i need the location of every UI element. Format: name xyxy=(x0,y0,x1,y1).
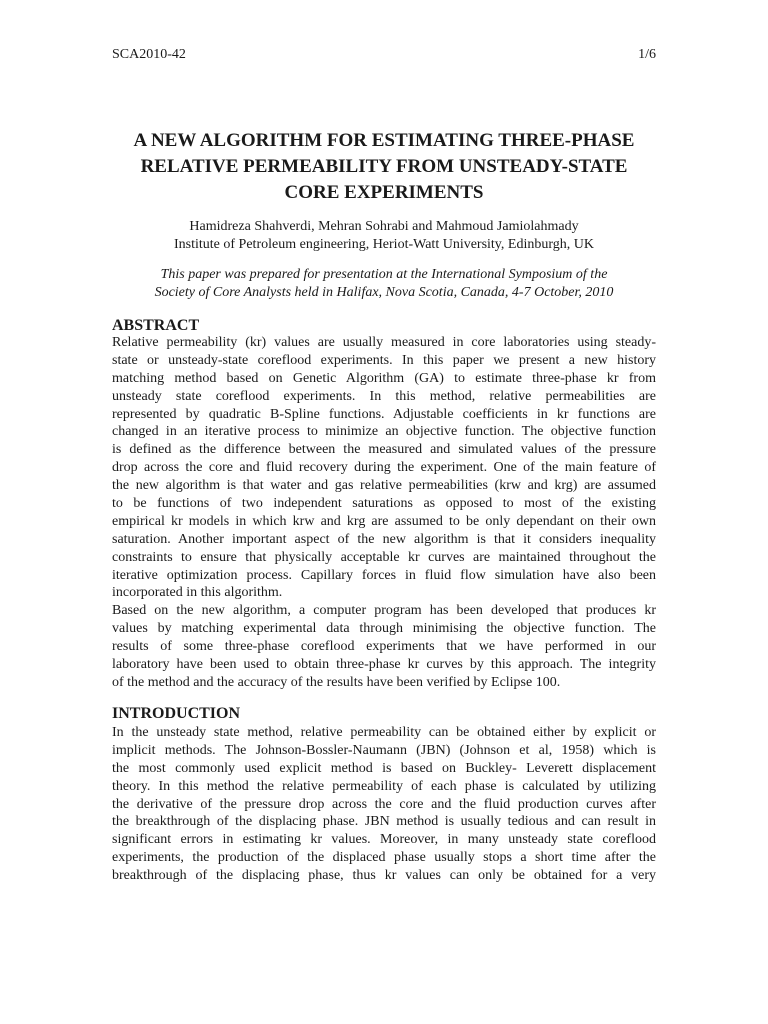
text-line: state or unsteady-state coreflood experiments. In this paper we present a new history xyxy=(112,352,656,368)
text-line: experiments, the production of the displaced phase usually stops a short time after the xyxy=(112,850,656,866)
text-line: matching method based on Genetic Algorithm (GA) to estimate three-phase kr from xyxy=(112,370,656,386)
title-line: CORE EXPERIMENTS xyxy=(284,182,484,203)
text-line: significant errors in estimating kr values. Moreover, in many unsteady state coreflood xyxy=(112,832,656,848)
title-line: RELATIVE PERMEABILITY FROM UNSTEADY-STATE xyxy=(140,156,628,177)
text-line: constraints to ensure that physically acceptable kr curves are maintained throughout the xyxy=(112,549,656,565)
text-line: breakthrough of the displacing phase, thus kr values can only be obtained for a very xyxy=(112,868,656,884)
text-line: the derivative of the pressure drop across the core and the fluid production curves after xyxy=(112,796,656,812)
running-header xyxy=(112,46,656,64)
text-line: to be functions of two independent saturations as opposed to most of the existing xyxy=(112,496,656,512)
text-line: represented by quadratic B-Spline functions. Adjustable coefficients in kr functions are xyxy=(112,406,656,422)
page-number: 1/6 xyxy=(638,47,656,62)
text-line: incorporated in this algorithm. xyxy=(112,585,283,601)
text-line: theory. In this method the relative permeability of each phase is calculated by utilizing xyxy=(112,778,656,794)
text-line: empirical kr models in which krw and krg are assumed to be only dependant on their own xyxy=(112,513,656,529)
introduction-paragraph-1 xyxy=(112,724,656,885)
text-line: changed in an iterative process to minimize an objective function. The objective function xyxy=(112,424,656,440)
text-line: implicit methods. The Johnson-Bossler-Naumann (JBN) (Johnson et al, 1958) which is xyxy=(112,742,656,758)
text-line: laboratory have been used to obtain three-phase kr curves by this approach. The integrity xyxy=(112,657,656,673)
text-line: results of some three-phase coreflood experiments that we have performed in our xyxy=(112,639,656,655)
paper-id: SCA2010-42 xyxy=(112,47,186,62)
text-line: In the unsteady state method, relative permeability can be obtained either by explicit or xyxy=(112,725,656,740)
presentation-note-line: Society of Core Analysts held in Halifax, Nova Scotia, Canada, 4-7 October, 2010 xyxy=(154,285,614,300)
abstract-paragraph-2 xyxy=(112,602,656,691)
text-line: Based on the new algorithm, a computer program has been developed that produces kr xyxy=(112,603,656,619)
text-line: the breakthrough of the displacing phase. JBN method is usually tedious and can result in xyxy=(112,814,656,830)
author-block xyxy=(100,218,668,254)
abstract-body xyxy=(112,334,656,692)
author-names: Hamidreza Shahverdi, Mehran Sohrabi and Mahmoud Jamiolahmady xyxy=(189,219,579,234)
text-line: drop across the core and fluid recovery during the experiment. One of the main feature of xyxy=(112,460,656,476)
text-line: is defined as the difference between the measured and simulated values of the pressure xyxy=(112,442,656,458)
abstract-paragraph-1 xyxy=(112,334,656,602)
author-affiliation: Institute of Petroleum engineering, Heriot-Watt University, Edinburgh, UK xyxy=(174,237,594,252)
presentation-note-line: This paper was prepared for presentation at the International Symposium of the xyxy=(160,267,608,282)
abstract-heading: ABSTRACT xyxy=(112,317,200,334)
text-line: the most commonly used explicit method is based on Buckley- Leverett displacement xyxy=(112,760,656,776)
introduction-body xyxy=(112,724,656,885)
text-line: saturation. Another important aspect of the new algorithm is that it considers inequality xyxy=(112,531,656,547)
text-line: unsteady state coreflood experiments. In this method, relative permeabilities are xyxy=(112,388,656,404)
introduction-heading: INTRODUCTION xyxy=(112,705,241,722)
text-line: iterative optimization process. Capillary forces in fluid flow simulation have also been xyxy=(112,567,656,583)
text-line: the new algorithm is that water and gas relative permeabilities (krw and krg) are assumed xyxy=(112,478,656,494)
presentation-note xyxy=(100,266,668,302)
text-line: of the method and the accuracy of the results have been verified by Eclipse 100. xyxy=(112,674,561,690)
paper-title xyxy=(100,128,668,206)
text-line: values by matching experimental data through minimising the objective function. The xyxy=(112,621,656,637)
text-line: Relative permeability (kr) values are usually measured in core laboratories using steady- xyxy=(112,335,656,350)
title-line: A NEW ALGORITHM FOR ESTIMATING THREE-PHASE xyxy=(133,130,635,151)
